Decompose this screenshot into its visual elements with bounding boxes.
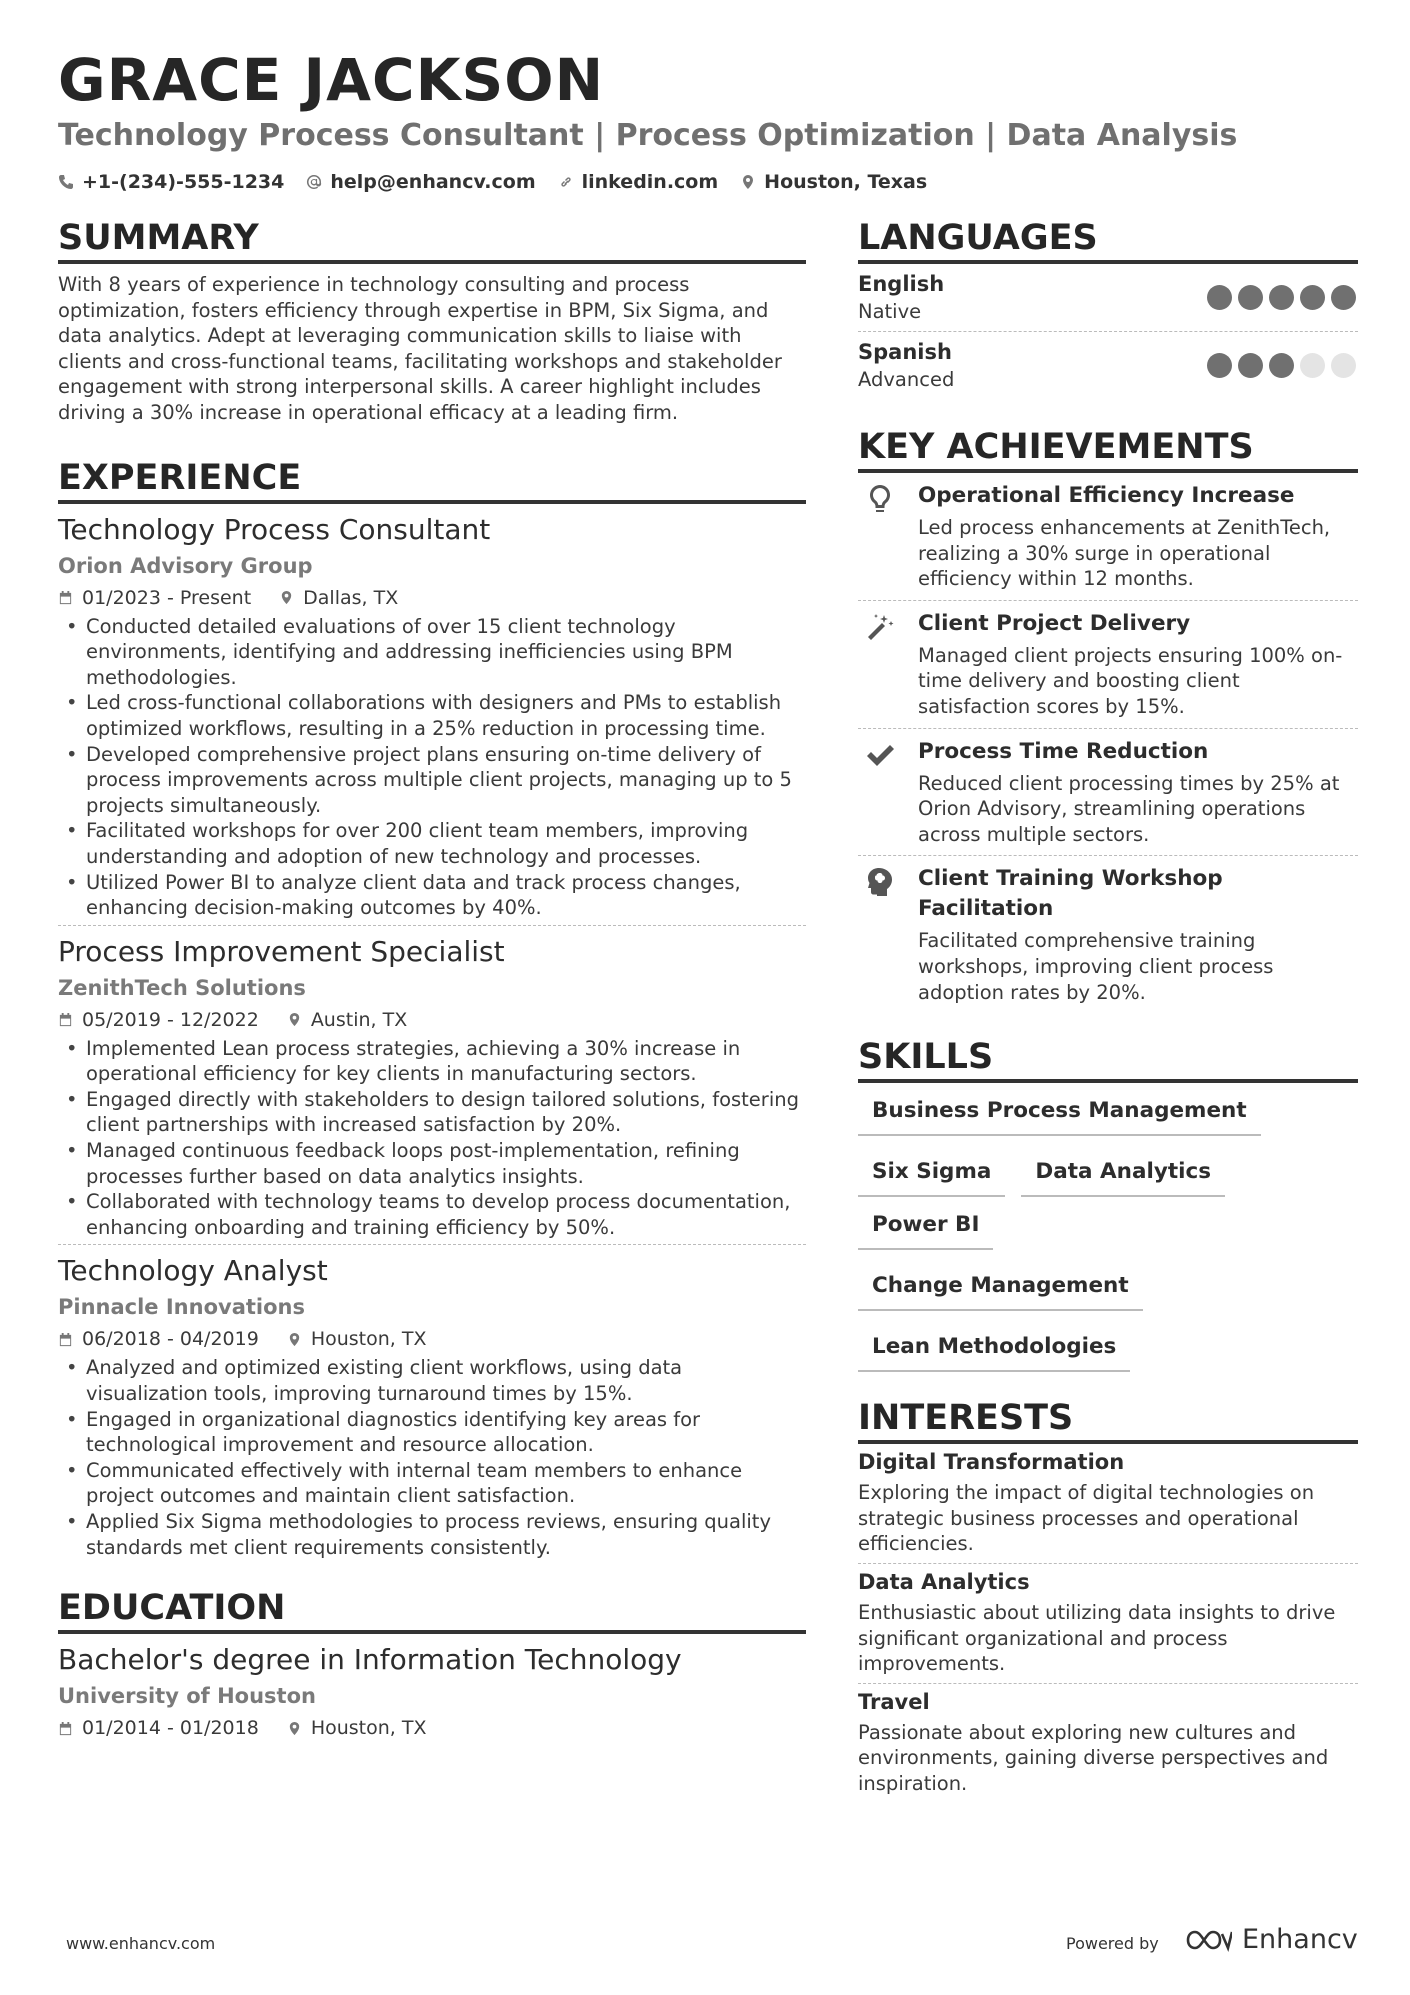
calendar-icon [58,1332,73,1347]
interest-desc: Enthusiastic about utilizing data insights to drive significant organizational and process improvements. [858,1600,1336,1676]
job-dates: 01/2023 - Present [82,586,252,609]
job-bullets [58,1036,806,1241]
bullet-item: • Developed comprehensive project plans ensuring on-time delivery of process improvements across multiple client projects, managing up to 5 projects simultaneously. [58,742,806,819]
language-rating [1207,353,1356,378]
bullet-item: • Led cross-functional collaborations with designers and PMs to establish optimized workflows, resulting in a 25% reduction in processing time. [58,690,806,741]
contact-bar [58,168,927,196]
job-dates: 05/2019 - 12/2022 [82,1008,259,1031]
achievement-title: Operational Efficiency Increase [918,483,1295,508]
achievement-item [858,729,1358,857]
rating-dot-empty [1300,353,1325,378]
map-pin-icon [287,1332,302,1347]
calendar-icon [58,590,73,605]
summary-section [58,216,806,426]
at-icon [306,174,322,190]
education-heading: EDUCATION [58,1586,806,1634]
language-name: English [858,272,945,296]
enhancv-logo[interactable] [1184,1924,1358,1955]
right-column [858,216,1358,1802]
summary-heading: SUMMARY [58,216,806,264]
skill-tag: Six Sigma [858,1158,1005,1197]
achievements-section [858,425,1358,1013]
company-name: Orion Advisory Group [58,553,313,578]
language-item [858,332,1358,399]
education-location: Houston, TX [310,1717,427,1740]
footer-url[interactable]: www.enhancv.com [66,1934,216,1953]
job-dates: 06/2018 - 04/2019 [82,1328,259,1351]
bullet-item: • Applied Six Sigma methodologies to process reviews, ensuring quality standards met client requirements consistently. [58,1509,806,1560]
lightbulb-icon [864,483,896,515]
contact-email[interactable] [306,168,535,196]
rating-dot-filled [1331,285,1356,310]
interest-desc: Exploring the impact of digital technologies on strategic business processes and operational efficiencies. [858,1481,1315,1556]
link-icon [558,174,574,190]
map-pin-icon [287,1012,302,1027]
magic-wand-icon [864,611,896,643]
bullet-item: • Analyzed and optimized existing client workflows, using data visualization tools, improving turnaround times by 15%. [58,1355,806,1406]
rating-dot-filled [1300,285,1325,310]
skills-heading: SKILLS [858,1035,1358,1083]
interest-title: Travel [858,1689,930,1714]
rating-dot-filled [1238,353,1263,378]
achievement-item [858,856,1358,1013]
skill-tag: Business Process Management [858,1097,1261,1136]
map-pin-icon [287,1721,302,1736]
achievement-desc: Led process enhancements at ZenithTech, realizing a 30% surge in operational efficiency within 12 months. [918,516,1331,591]
job-location: Dallas, TX [303,586,399,609]
job-meta [58,1325,806,1353]
languages-section [858,216,1358,399]
interest-title: Data Analytics [858,1569,1030,1594]
interest-title: Digital Transformation [858,1450,1125,1475]
achievement-item [858,601,1358,729]
rating-dot-filled [1269,353,1294,378]
head-brain-icon [864,866,896,898]
calendar-icon [58,1012,73,1027]
checkmark-icon [864,739,896,771]
bullet-item: • Utilized Power BI to analyze client data and track process changes, enhancing decision-making outcomes by 40%. [58,870,806,921]
interests-heading: INTERESTS [858,1396,1358,1444]
experience-section [58,456,806,1565]
skill-tag: Change Management [858,1272,1143,1311]
rating-dot-filled [1238,285,1263,310]
map-pin-icon [279,590,294,605]
language-name: Spanish [858,340,952,364]
skill-tag: Power BI [858,1211,993,1250]
bullet-item: • Collaborated with technology teams to develop process documentation, enhancing onboarding and training efficiency by 50%. [58,1189,806,1240]
education-dates: 01/2014 - 01/2018 [82,1717,259,1740]
job-title: Technology Process Consultant [58,512,491,546]
skill-tag: Lean Methodologies [858,1333,1130,1372]
rating-dot-filled [1207,285,1232,310]
contact-phone[interactable] [58,168,284,196]
company-name: Pinnacle Innovations [58,1295,305,1320]
language-rating [1207,285,1356,310]
achievement-desc: Managed client projects ensuring 100% on-time delivery and boosting client satisfaction scores by 15%. [918,643,1343,718]
languages-heading: LANGUAGES [858,216,1358,264]
bullet-item: • Managed continuous feedback loops post-implementation, refining processes further based on data analytics insights. [58,1138,806,1189]
job-location: Houston, TX [310,1328,427,1351]
bullet-item: • Facilitated workshops for over 200 client team members, improving understanding and adoption of new technology and processes. [58,818,806,869]
education-section [58,1586,806,1742]
job-meta [58,584,806,612]
job-bullets [58,1355,806,1560]
achievement-desc: Facilitated comprehensive training workshops, improving client process adoption rates by 20%. [918,929,1274,1004]
job-entry [58,1253,806,1564]
rating-dot-filled [1269,285,1294,310]
job-meta [58,1006,806,1034]
footer-powered-by: Powered by [1066,1934,1159,1953]
company-name: ZenithTech Solutions [58,975,306,1000]
skills-list [858,1097,1358,1378]
enhancv-brand-text: Enhancv [1242,1924,1358,1955]
skills-section [858,1035,1358,1378]
interest-desc: Passionate about exploring new cultures and environments, gaining diverse perspectives and inspiration. [858,1720,1329,1795]
left-column [58,216,806,1742]
contact-linkedin[interactable] [558,168,719,196]
language-level: Advanced [858,368,955,391]
map-pin-icon [740,174,756,190]
candidate-name: GRACE JACKSON [58,46,605,114]
degree-title: Bachelor's degree in Information Technology [58,1643,682,1677]
achievement-desc: Reduced client processing times by 25% at Orion Advisory, streamlining operations across multiple sectors. [918,771,1340,846]
job-location: Austin, TX [310,1008,408,1031]
phone-icon [58,174,74,190]
contact-location [740,168,927,196]
achievements-heading: KEY ACHIEVEMENTS [858,425,1358,473]
achievement-title: Client Project Delivery [918,610,1191,636]
interest-item [858,1564,1358,1684]
achievement-title: Client Training Workshop Facilitation [918,866,1223,922]
job-bullets [58,614,806,921]
bullet-item: • Conducted detailed evaluations of over 15 client technology environments, identifying and addressing inefficiencies using BPM methodologies. [58,614,806,691]
calendar-icon [58,1721,73,1736]
job-title: Technology Analyst [58,1254,328,1288]
enhancv-logo-icon [1184,1926,1232,1954]
language-level: Native [858,300,922,323]
language-item [858,264,1358,332]
rating-dot-filled [1207,353,1232,378]
interest-item [858,1684,1358,1803]
job-title: Process Improvement Specialist [58,934,505,968]
rating-dot-empty [1331,353,1356,378]
summary-text: With 8 years of experience in technology consulting and process optimization, fosters efficiency through expertise in BPM, Six Sigma, and data analytics. Adept at leveraging communication skills to liaise with clients and cross-functional teams, facilitating workshops and stakeholder engagement with strong interpersonal skills. A career highlight includes driving a 30% increase in operational efficacy at a leading firm. [58,273,782,424]
bullet-item: • Implemented Lean process strategies, achieving a 30% increase in operational efficiency for key clients in manufacturing sectors. [58,1036,806,1087]
job-entry [58,934,806,1246]
contact-linkedin-text: linkedin.com [581,171,719,193]
experience-heading: EXPERIENCE [58,456,806,504]
contact-phone-text: +1-(234)-555-1234 [82,171,285,193]
education-meta [58,1714,806,1742]
headline: Technology Process Consultant | Process Optimization | Data Analysis [58,118,1238,153]
job-entry [58,512,806,926]
bullet-item: • Communicated effectively with internal team members to enhance project outcomes and maintain client satisfaction. [58,1458,806,1509]
bullet-item: • Engaged in organizational diagnostics identifying key areas for technological improvement and resource allocation. [58,1407,806,1458]
bullet-item: • Engaged directly with stakeholders to design tailored solutions, fostering client partnerships with increased satisfaction by 20%. [58,1087,806,1138]
achievement-title: Process Time Reduction [918,738,1209,764]
contact-email-text: help@enhancv.com [330,171,536,193]
interest-item [858,1444,1358,1564]
achievement-item [858,473,1358,601]
interests-section [858,1396,1358,1802]
skill-tag: Data Analytics [1021,1158,1225,1197]
contact-location-text: Houston, Texas [764,171,928,193]
school-name: University of Houston [58,1684,316,1709]
